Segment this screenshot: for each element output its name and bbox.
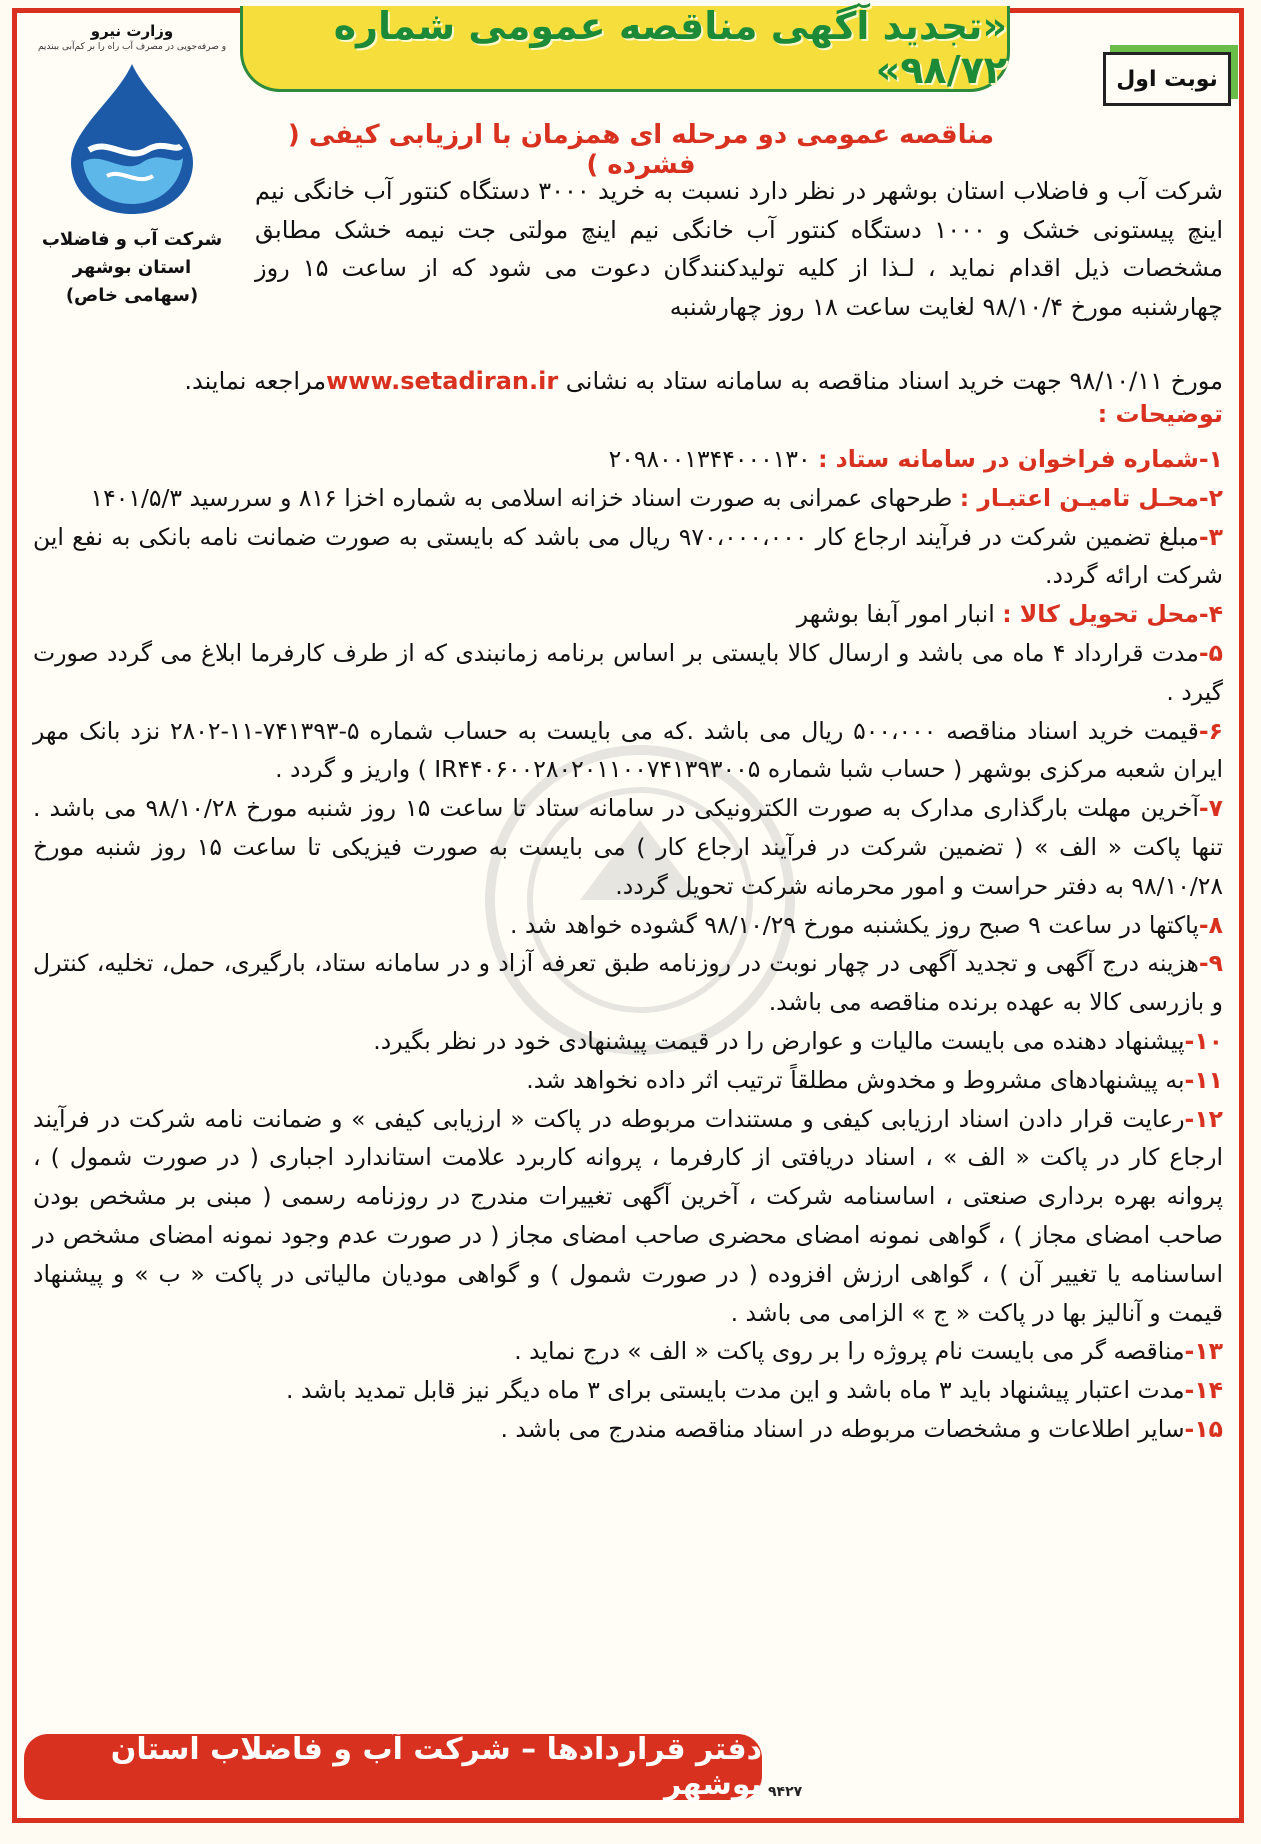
list-item: ۹-هزینه درج آگهی و تجدید آگهی در چهار نوبت در روزنامه طبق تعرفه آزاد و در سامانه ستاد، بارگیری، حمل، تخلیه، کنترل و بازرسی کالا به عهده برنده مناقصه می باشد. bbox=[33, 949, 1223, 1017]
list-item: ۱۰-پیشنهاد دهنده می بایست مالیات و عوارض را در قیمت پیشنهادی خود در نظر بگیرد. bbox=[373, 1026, 1223, 1055]
list-item: ۱-شماره فراخوان در سامانه ستاد : ۲۰۹۸۰۰۱۳۴۴۰۰۰۱۳۰ bbox=[608, 445, 1223, 473]
list-item: ۲-محـل تامیـن اعتبـار : طرحهای عمرانی به صورت اسناد خزانه اسلامی به شماره اخزا ۸۱۶ و سررسید ۱۴۰۱/۵/۳ bbox=[90, 483, 1223, 512]
list-item: ۷-آخرین مهلت بارگذاری مدارک به صورت الکترونیکی در سامانه ستاد تا ساعت ۱۵ روز شنبه مورخ ۹۸/۱۰/۲۸ می باشد . تنها پاکت « الف » ( تضمین شرکت در فرآیند ارجاع کار ) می بایست به صورت فیزیکی تا ساعت ۱۵ روز شنبه مورخ ۹۸/۱۰/۲۸ به دفتر حراست و امور محرمانه شرکت تحویل گردد. bbox=[33, 794, 1224, 900]
list-item: ۶-قیمت خرید اسناد مناقصه ۵۰۰،۰۰۰ ریال می باشد .که می بایست به حساب شماره ۵-۷۴۱۳۹۳-۱۱-۲۸۰۲ نزد بانک مهر ایران شعبه مرکزی بوشهر ( حساب شبا شماره IR۴۴۰۶۰۰۲۸۰۲۰۱۱۰۰۷۴۱۳۹۳۰۰۵ ) واریز و گردد . bbox=[33, 716, 1223, 784]
turn-badge: نوبت اول bbox=[1103, 52, 1231, 106]
list-item: ۳-مبلغ تضمین شرکت در فرآیند ارجاع کار ۹۷۰،۰۰۰،۰۰۰ ریال می باشد که بایستی به صورت ضمانت نامه بانکی به نفع این شرکت ارائه گردد. bbox=[33, 522, 1223, 590]
logo-motto: و صرفه‌جویی در مصرف آب راه را بر کم‌آبی ببندیم bbox=[37, 42, 227, 52]
notice-code: ۹۴۲۷ bbox=[768, 1784, 803, 1800]
list-item: ۱۵-سایر اطلاعات و مشخصات مربوطه در اسناد مناقصه مندرج می باشد . bbox=[500, 1414, 1223, 1443]
company-name: شرکت آب و فاضلاب استان بوشهر (سهامی خاص) bbox=[41, 229, 223, 306]
tender-subtitle: مناقصه عمومی دو مرحله ای همزمان با ارزیابی کیفی ( فشرده ) bbox=[287, 120, 995, 180]
footer-text: دفتر قراردادها – شرکت آب و فاضلاب استان بوشهر bbox=[110, 1732, 762, 1802]
list-item: ۱۳-مناقصه گر می بایست نام پروژه را بر روی پاکت « الف » درج نماید . bbox=[514, 1337, 1223, 1366]
list-item: ۵-مدت قرارداد ۴ ماه می باشد و ارسال کالا بایستی بر اساس برنامه زمانبندی که از طرف کارفرما ابلاغ می گردد صورت گیرد . bbox=[33, 638, 1223, 706]
list-item: ۱۲-رعایت قرار دادن اسناد ارزیابی کیفی و مستندات مربوطه در پاکت « ارزیابی کیفی » و ضمانت نامه شرکت در فرآیند ارجاع کار در پاکت « الف » ، اسناد دریافتی از کارفرما ، پروانه کاربرد علامت استاندارد اجباری ( در صورت شمول ) ، پروانه بهره برداری صنعتی ، اساسنامه شرکت ، آخرین آگهی تغییرات مندرج در روزنامه رسمی ( مبنی بر مشخص بودن صاحب امضای مجاز ) ، گواهی نمونه امضای محضری صاحب امضای مجاز ( در صورت عدم وجود نمونه امضای مشخص در اساسنامه یا تغییر آن ) ، گواهی ارزش افزوده ( در صورت شمول ) و گواهی مودیان مالیاتی در پاکت « ب » و پیشنهاد قیمت و آنالیز بها در پاکت « ج » الزامی می باشد . bbox=[33, 1104, 1223, 1327]
list-item: ۸-پاکتها در ساعت ۹ صبح روز یکشنبه مورخ ۹۸/۱۰/۲۹ گشوده خواهد شد . bbox=[510, 910, 1223, 939]
notes-heading: توضیحات : bbox=[1097, 400, 1223, 428]
ministry-label: وزارت نیرو bbox=[90, 22, 174, 40]
intro-tail: مورخ ۹۸/۱۰/۱۱ جهت خرید اسناد مناقصه به سامانه ستاد به نشانی www.setadiran.irمراجعه نمایند. bbox=[184, 367, 1223, 395]
company-logo bbox=[22, 18, 242, 348]
title-banner bbox=[240, 3, 1010, 92]
footer-banner bbox=[24, 1734, 762, 1800]
water-drop-icon bbox=[57, 58, 207, 218]
intro-paragraph: شرکت آب و فاضلاب استان بوشهر در نظر دارد نسبت به خرید ۳۰۰۰ دستگاه کنتور آب خانگی نیم اینچ پیستونی خشک و ۱۰۰۰ دستگاه کنتور آب خانگی نیم اینچ مولتی جت نیمه خشک مطابق مشخصات ذیل اقدام نماید ، لـذا از کلیه تولیدکنندگان دعوت می شود که از ساعت ۱۵ روز چهارشنبه مورخ ۹۸/۱۰/۴ لغایت ساعت ۱۸ روز چهارشنبه bbox=[255, 177, 1224, 321]
list-item: ۱۱-به پیشنهادهای مشروط و مخدوش مطلقاً ترتیب اثر داده نخواهد شد. bbox=[526, 1065, 1223, 1094]
website-link[interactable]: www.setadiran.ir bbox=[326, 367, 559, 395]
list-item: ۴-محل تحویل کالا : انبار امور آبفا بوشهر bbox=[796, 600, 1223, 629]
notice-title: «تجدید آگهی مناقصه عمومی شماره ۹۸/۷۲» bbox=[333, 3, 1007, 92]
notes-list bbox=[33, 440, 1223, 1449]
list-item: ۱۴-مدت اعتبار پیشنهاد باید ۳ ماه باشد و این مدت بایستی برای ۳ ماه دیگر نیز قابل تمدید باشد . bbox=[286, 1376, 1223, 1405]
